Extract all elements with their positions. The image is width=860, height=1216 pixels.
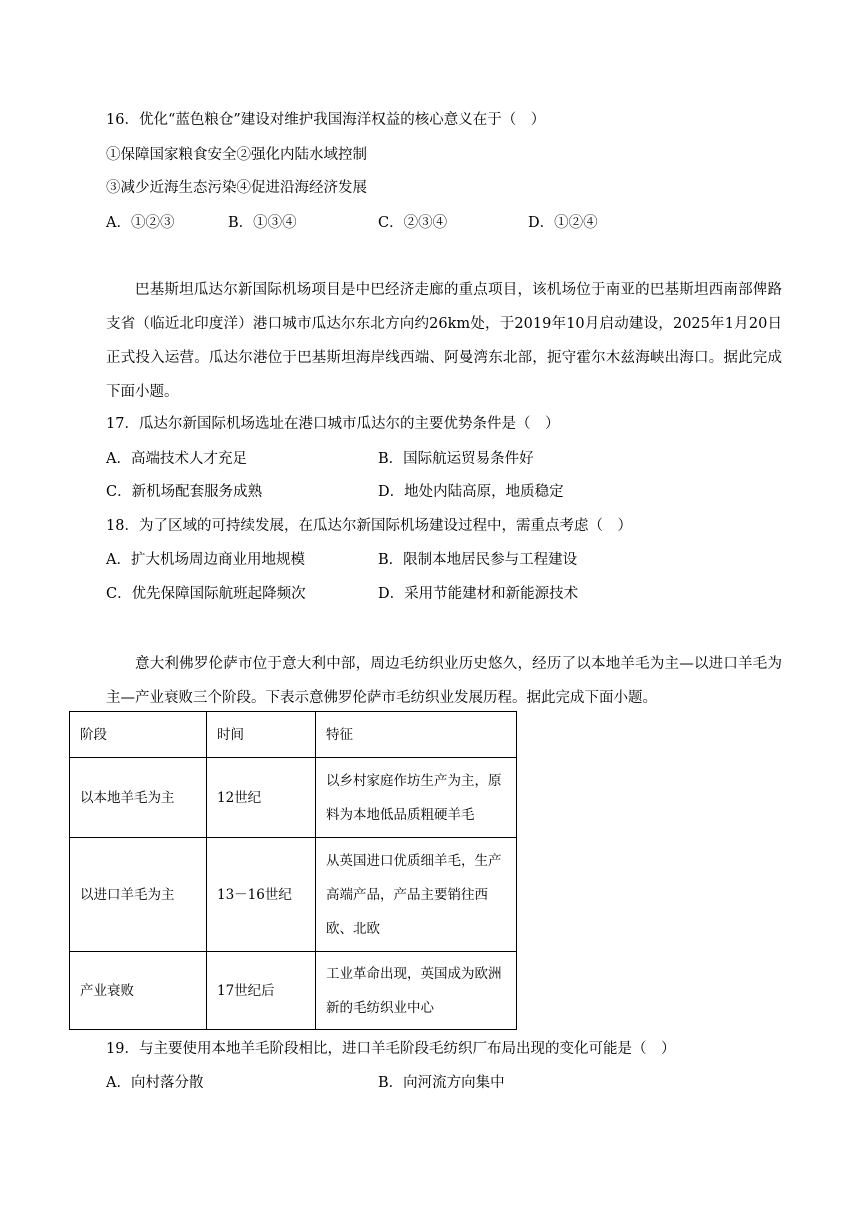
question-16-items-line1: ①保障国家粮食安全②强化内陆水域控制 (106, 147, 367, 163)
question-16-option-b: B．①③④ (228, 215, 297, 231)
question-17-option-a: A．高端技术人才充足 (106, 451, 247, 467)
question-18-option-c: C．优先保障国际航班起降频次 (106, 586, 306, 602)
table-cell-stage: 产业衰败 (70, 952, 207, 1030)
table-row (70, 758, 517, 838)
question-17-option-b: B．国际航运贸易条件好 (378, 451, 534, 467)
question-17-stem: 17．瓜达尔新国际机场选址在港口城市瓜达尔的主要优势条件是（ ） (106, 416, 560, 432)
question-18-option-d: D．采用节能建材和新能源技术 (378, 586, 579, 602)
question-17-option-d: D．地处内陆高原，地质稳定 (378, 484, 564, 500)
question-18-stem: 18．为了区域的可持续发展，在瓜达尔新国际机场建设过程中，需重点考虑（ ） (106, 518, 632, 534)
question-16-option-d: D．①②④ (528, 215, 598, 231)
question-19-stem: 19．与主要使用本地羊毛阶段相比，进口羊毛阶段毛纺织厂布局出现的变化可能是（ ） (106, 1041, 676, 1057)
question-18-option-b: B．限制本地居民参与工程建设 (378, 552, 578, 568)
table-header-stage: 阶段 (70, 712, 207, 758)
table-header-row (70, 712, 517, 758)
table-header-feature: 特征 (316, 712, 517, 758)
table-cell-time: 13－16世纪 (207, 838, 316, 952)
table-cell-stage: 以进口羊毛为主 (70, 838, 207, 952)
passage-florence-wool: 意大利佛罗伦萨市位于意大利中部，周边毛纺织业历史悠久，经历了以本地羊毛为主—以进口羊毛为主—产业衰败三个阶段。下表示意佛罗伦萨市毛纺织业发展历程。据此完成下面小题。 (106, 656, 782, 706)
table-row (70, 952, 517, 1030)
question-19-option-a: A．向村落分散 (106, 1075, 204, 1091)
question-18-option-a: A．扩大机场周边商业用地规模 (106, 552, 305, 568)
table-cell-feature: 以乡村家庭作坊生产为主，原料为本地低品质粗硬羊毛 (316, 758, 517, 838)
table-header-time: 时间 (207, 712, 316, 758)
wool-industry-stage-table (69, 711, 517, 1030)
question-16-option-c: C．②③④ (378, 215, 448, 231)
question-16-option-a: A．①②③ (106, 215, 175, 231)
table-cell-feature: 工业革命出现，英国成为欧洲新的毛纺织业中心 (316, 952, 517, 1030)
table-cell-time: 12世纪 (207, 758, 316, 838)
table-cell-stage: 以本地羊毛为主 (70, 758, 207, 838)
question-19-option-b: B．向河流方向集中 (378, 1075, 505, 1091)
table-row (70, 838, 517, 952)
table-cell-feature: 从英国进口优质细羊毛，生产高端产品，产品主要销往西欧、北欧 (316, 838, 517, 952)
passage-gwadar-airport: 巴基斯坦瓜达尔新国际机场项目是中巴经济走廊的重点项目，该机场位于南亚的巴基斯坦西南部俾路支省（临近北印度洋）港口城市瓜达尔东北方向约26km处，于2019年10月启动建设，2025年1月20日正式投入运营。瓜达尔港位于巴基斯坦海岸线西端、阿曼湾东北部，扼守霍尔木兹海峡出海口。据此完成下面小题。 (106, 282, 782, 400)
table-cell-time: 17世纪后 (207, 952, 316, 1030)
question-16-items-line2: ③减少近海生态污染④促进沿海经济发展 (106, 180, 367, 196)
question-16-stem: 16．优化“蓝色粮仓”建设对维护我国海洋权益的核心意义在于（ ） (106, 112, 546, 128)
question-17-option-c: C．新机场配套服务成熟 (106, 484, 263, 500)
